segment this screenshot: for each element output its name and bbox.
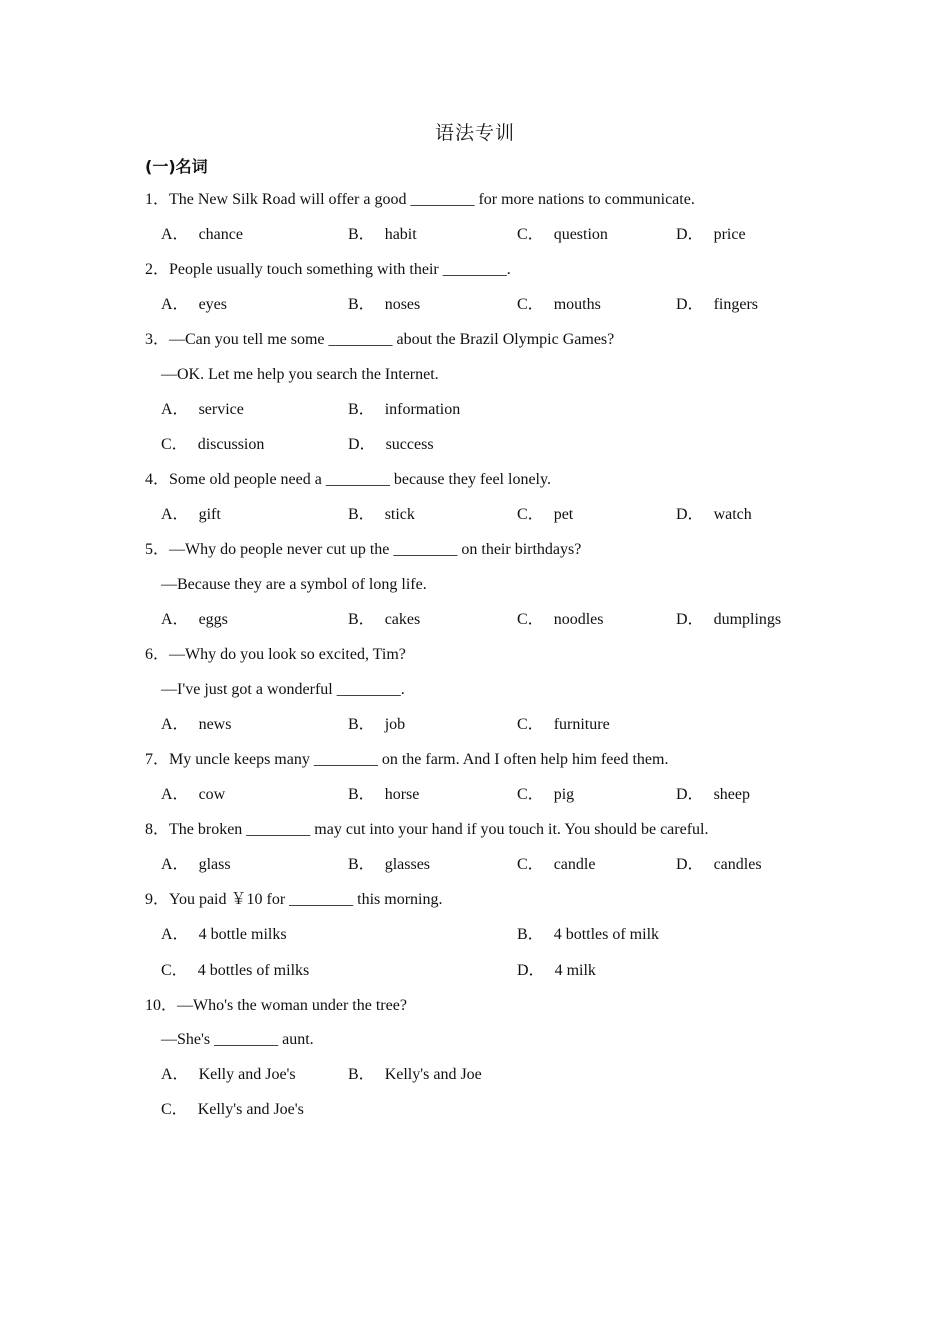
option-letter: D． <box>676 856 704 873</box>
option-text: candles <box>713 856 762 873</box>
question-reply: —OK. Let me help you search the Internet. <box>161 366 439 383</box>
option-letter: C． <box>517 296 544 313</box>
option-c <box>517 610 603 630</box>
option-text: pig <box>553 786 575 803</box>
option-text: news <box>198 716 232 733</box>
option-letter: D． <box>676 786 704 803</box>
option-letter: B． <box>348 506 375 523</box>
option-letter: A． <box>161 926 189 943</box>
option-text: candle <box>553 856 596 873</box>
option-d <box>348 435 434 455</box>
option-letter: C． <box>161 1101 188 1118</box>
option-c <box>161 1100 304 1120</box>
option-text: cow <box>198 786 226 803</box>
option-text: cakes <box>384 611 421 628</box>
option-letter: A． <box>161 1066 189 1083</box>
option-letter: B． <box>348 401 375 418</box>
option-text: question <box>553 226 608 243</box>
question-stem: 6．—Why do you look so excited, Tim? <box>145 646 406 663</box>
option-c <box>517 225 608 245</box>
option-d <box>676 505 752 525</box>
option-letter: C． <box>517 786 544 803</box>
option-a <box>161 925 287 945</box>
option-letter: C． <box>161 436 188 453</box>
option-text: chance <box>198 226 243 243</box>
option-text: gift <box>198 506 221 523</box>
option-letter: D． <box>517 962 545 979</box>
option-text: glasses <box>384 856 431 873</box>
option-b <box>348 715 405 735</box>
option-text: Kelly's and Joe's <box>197 1101 304 1118</box>
option-a <box>161 855 231 875</box>
option-c <box>517 785 574 805</box>
option-text: sheep <box>713 786 750 803</box>
question-reply: —Because they are a symbol of long life. <box>161 576 427 593</box>
option-text: eyes <box>198 296 227 313</box>
option-letter: A． <box>161 611 189 628</box>
option-a <box>161 715 231 735</box>
question-reply: —She's ________ aunt. <box>161 1031 314 1048</box>
option-letter: B． <box>348 226 375 243</box>
option-letter: A． <box>161 401 189 418</box>
option-text: information <box>384 401 461 418</box>
option-letter: B． <box>348 856 375 873</box>
option-letter: C． <box>517 226 544 243</box>
option-letter: B． <box>517 926 544 943</box>
option-letter: B． <box>348 786 375 803</box>
option-letter: D． <box>676 296 704 313</box>
option-text: job <box>384 716 406 733</box>
option-a <box>161 225 243 245</box>
option-letter: C． <box>517 506 544 523</box>
option-c <box>161 435 264 455</box>
option-text: fingers <box>713 296 758 313</box>
option-text: furniture <box>553 716 610 733</box>
question-stem: 4．Some old people need a ________ because they feel lonely. <box>145 471 551 488</box>
option-text: dumplings <box>713 611 782 628</box>
option-d <box>676 225 746 245</box>
option-text: noses <box>384 296 421 313</box>
option-text: 4 bottle milks <box>198 926 287 943</box>
option-a <box>161 400 244 420</box>
question-reply: —I've just got a wonderful ________. <box>161 681 405 698</box>
question-stem: 7．My uncle keeps many ________ on the farm. And I often help him feed them. <box>145 751 669 768</box>
page-title: 语法专训 <box>434 122 515 144</box>
option-text: watch <box>713 506 752 523</box>
question-stem: 8．The broken ________ may cut into your hand if you touch it. You should be careful. <box>145 821 709 838</box>
option-b <box>348 505 415 525</box>
question-stem: 9．You paid ￥10 for ________ this morning. <box>145 891 443 908</box>
option-letter: A． <box>161 506 189 523</box>
option-letter: B． <box>348 1066 375 1083</box>
option-b <box>517 925 659 945</box>
option-text: 4 bottles of milk <box>553 926 660 943</box>
option-text: eggs <box>198 611 228 628</box>
option-text: stick <box>384 506 415 523</box>
option-b <box>348 785 419 805</box>
section-heading: (一)名词 <box>145 157 208 176</box>
option-letter: D． <box>676 506 704 523</box>
option-d <box>517 961 596 981</box>
option-c <box>517 505 573 525</box>
option-b <box>348 1065 482 1085</box>
question-stem: 1．The New Silk Road will offer a good ________ for more nations to communicate. <box>145 191 695 208</box>
option-text: price <box>713 226 746 243</box>
option-text: discussion <box>197 436 265 453</box>
option-text: glass <box>198 856 231 873</box>
option-a <box>161 1065 296 1085</box>
option-letter: C． <box>517 716 544 733</box>
option-text: Kelly's and Joe <box>384 1066 482 1083</box>
option-text: noodles <box>553 611 604 628</box>
option-letter: B． <box>348 611 375 628</box>
option-b <box>348 610 420 630</box>
option-letter: A． <box>161 226 189 243</box>
option-d <box>676 610 781 630</box>
option-c <box>517 855 595 875</box>
option-letter: C． <box>517 611 544 628</box>
question-stem: 2．People usually touch something with their ________. <box>145 261 511 278</box>
option-a <box>161 610 228 630</box>
option-letter: A． <box>161 296 189 313</box>
option-text: Kelly and Joe's <box>198 1066 296 1083</box>
option-c <box>517 715 610 735</box>
option-b <box>348 855 430 875</box>
option-letter: A． <box>161 716 189 733</box>
option-text: habit <box>384 226 417 243</box>
option-b <box>348 400 460 420</box>
option-text: 4 milk <box>554 962 596 979</box>
option-letter: A． <box>161 856 189 873</box>
option-text: pet <box>553 506 574 523</box>
option-d <box>676 785 750 805</box>
option-text: mouths <box>553 296 601 313</box>
option-a <box>161 505 221 525</box>
option-a <box>161 295 227 315</box>
option-letter: B． <box>348 716 375 733</box>
option-text: horse <box>384 786 420 803</box>
option-text: 4 bottles of milks <box>197 962 310 979</box>
question-stem: 10．—Who's the woman under the tree? <box>145 997 407 1014</box>
option-letter: D． <box>676 611 704 628</box>
option-d <box>676 295 758 315</box>
option-text: service <box>198 401 244 418</box>
question-stem: 5．—Why do people never cut up the ________ on their birthdays? <box>145 541 582 558</box>
option-letter: D． <box>676 226 704 243</box>
option-d <box>676 855 762 875</box>
option-text: success <box>385 436 434 453</box>
option-letter: C． <box>517 856 544 873</box>
option-c <box>161 961 309 981</box>
option-b <box>348 295 420 315</box>
option-letter: C． <box>161 962 188 979</box>
option-letter: D． <box>348 436 376 453</box>
option-letter: A． <box>161 786 189 803</box>
option-a <box>161 785 225 805</box>
option-letter: B． <box>348 296 375 313</box>
option-b <box>348 225 417 245</box>
question-stem: 3．—Can you tell me some ________ about the Brazil Olympic Games? <box>145 331 615 348</box>
option-c <box>517 295 601 315</box>
